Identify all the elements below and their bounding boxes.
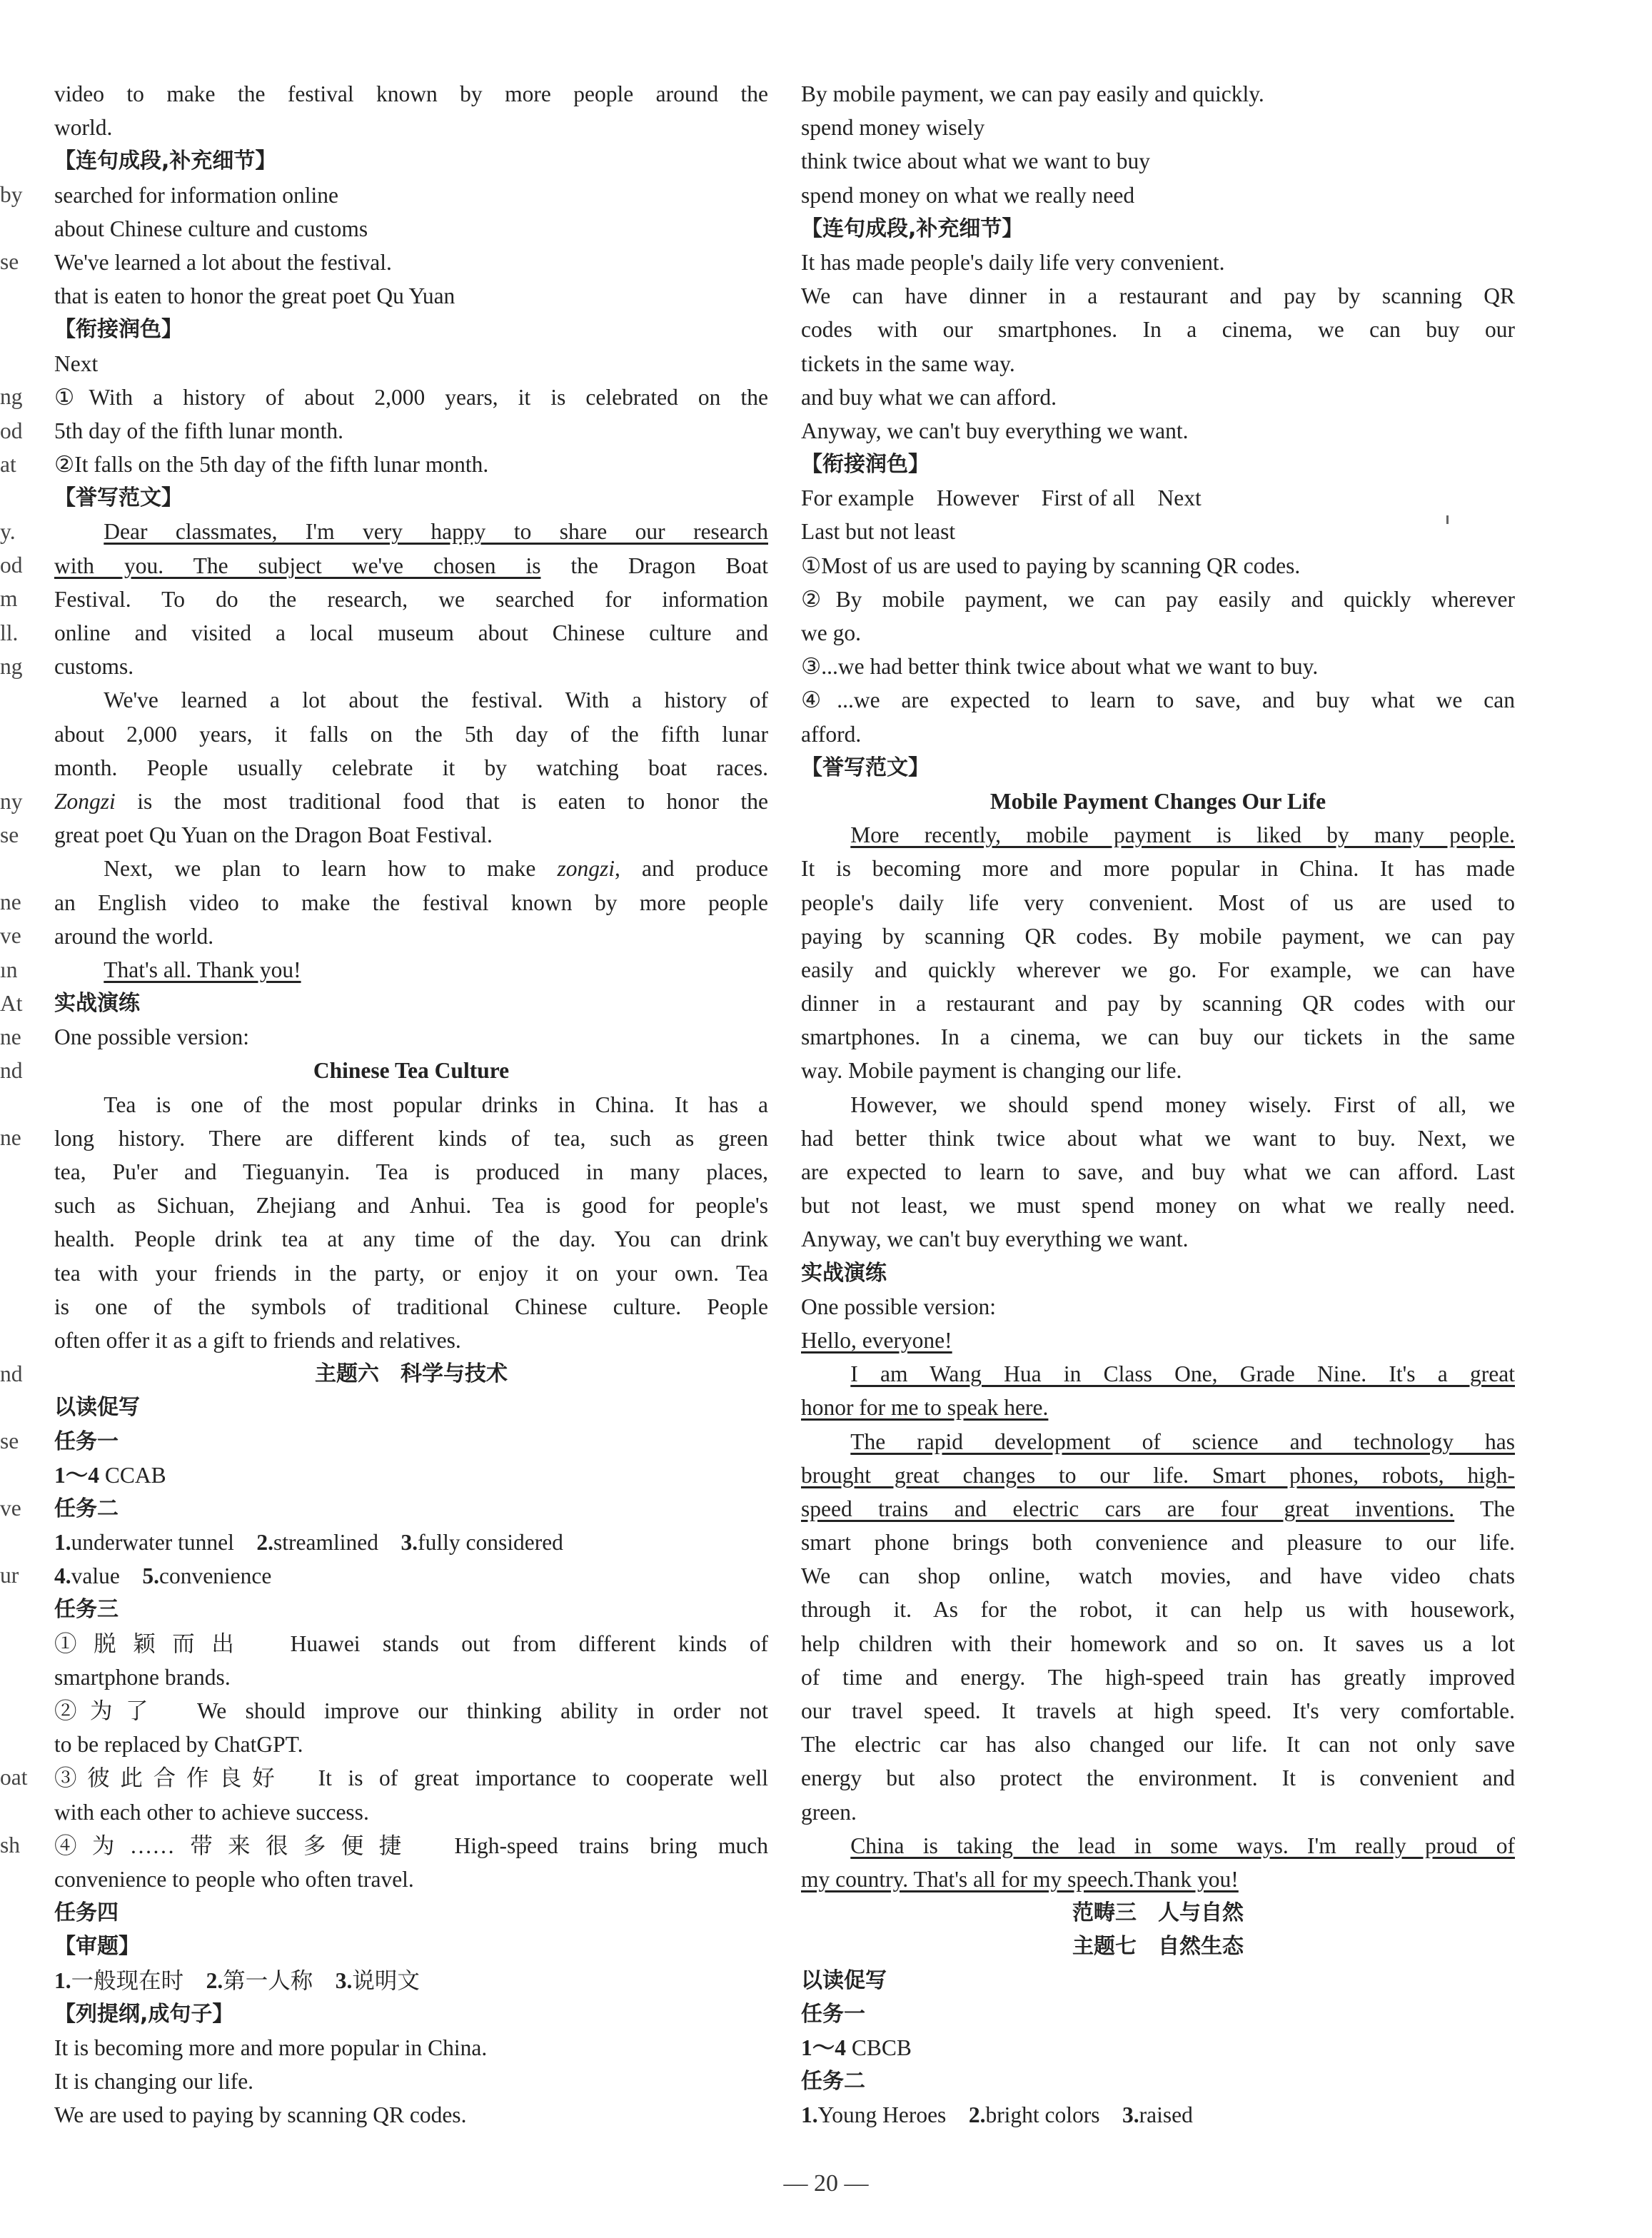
text-line bbox=[54, 852, 768, 885]
text-line: and buy what we can afford. bbox=[801, 384, 1057, 410]
underlined-phrase: brought great changes to our life. Smart phones, robots, high- bbox=[801, 1462, 1515, 1488]
item-number: 1～4 bbox=[801, 2035, 847, 2060]
left-column bbox=[54, 77, 768, 2132]
text-line bbox=[801, 1863, 1515, 1896]
text-line: We've learned a lot about the festival. bbox=[54, 249, 392, 275]
underlined-phrase: That's all. Thank you! bbox=[104, 957, 301, 982]
task-heading: 任务二 bbox=[54, 1496, 119, 1521]
italic-word: Zongzi bbox=[54, 788, 116, 814]
margin-fragment: ur bbox=[0, 1563, 19, 1588]
text-line: tea with your friends in the party, or enjoy it on your own. Tea bbox=[54, 1260, 768, 1286]
margin-fragment: ve bbox=[0, 923, 21, 949]
item-number: 1. bbox=[54, 1530, 71, 1556]
text-line: spend money wisely bbox=[801, 115, 985, 141]
margin-fragment: ng bbox=[0, 653, 23, 679]
text-line: energy but also protect the environment. It is convenient and bbox=[801, 1765, 1515, 1791]
margin-fragment: se bbox=[0, 1428, 19, 1453]
text-line bbox=[801, 1357, 1515, 1391]
text-line: However, we should spend money wisely. First of all, we bbox=[850, 1092, 1515, 1117]
text-span: Young Heroes bbox=[817, 2102, 969, 2128]
text-line: around the world. bbox=[54, 923, 214, 949]
text-line: By mobile payment, we can pay easily and quickly. bbox=[801, 81, 1264, 106]
section-heading: 以读促写 bbox=[801, 1967, 887, 1993]
item-number: 3. bbox=[401, 1530, 418, 1556]
page-number: — 20 — bbox=[783, 2170, 869, 2197]
text-line: ③彼此合作良好 It is of great importance to cooperate well bbox=[54, 1765, 768, 1791]
section-heading: 【誉写范文】 bbox=[801, 755, 930, 780]
text-line: ②为了 We should improve our thinking ability in order not bbox=[54, 1698, 768, 1723]
task-heading: 任务二 bbox=[801, 2069, 865, 2095]
item-number: 2. bbox=[206, 1967, 223, 1993]
section-heading: 【衔接润色】 bbox=[54, 317, 183, 343]
underlined-phrase: More recently, mobile payment is liked by many people. bbox=[850, 822, 1515, 848]
text-line bbox=[54, 953, 768, 987]
margin-fragment: ng bbox=[0, 384, 23, 410]
task-heading: 任务一 bbox=[801, 2001, 865, 2027]
margin-fragment: ne bbox=[0, 1125, 21, 1151]
text-line: For example However First of all Next bbox=[801, 485, 1202, 511]
text-line bbox=[801, 1324, 1515, 1357]
text-line: month. People usually celebrate it by watching boat races. bbox=[54, 755, 768, 780]
text-line: codes with our smartphones. In a cinema, we can buy our bbox=[801, 317, 1515, 343]
text-span: CBCB bbox=[846, 2035, 912, 2060]
text-line: smart phone brings both convenience and pleasure to our life. bbox=[801, 1530, 1515, 1556]
text-span: , and produce bbox=[615, 856, 768, 882]
section-heading: 【誉写范文】 bbox=[54, 485, 183, 511]
underlined-phrase: China is taking the lead in some ways. I'm really proud of bbox=[850, 1833, 1515, 1858]
answer-line bbox=[54, 1559, 768, 1593]
text-span: 说明文 bbox=[352, 1967, 420, 1993]
text-line: We've learned a lot about the festival. With a history of bbox=[104, 687, 768, 713]
task-heading: 任务三 bbox=[54, 1597, 119, 1623]
text-line: but not least, we must spend money on what we really need. bbox=[801, 1193, 1515, 1219]
underlined-phrase: Hello, everyone! bbox=[801, 1327, 952, 1353]
section-heading: 【连句成段,补充细节】 bbox=[801, 216, 1024, 241]
margin-fragment: ın bbox=[0, 957, 18, 982]
text-line: ①With a history of about 2,000 years, it is celebrated on the bbox=[54, 384, 768, 410]
margin-fragment: ll. bbox=[0, 620, 19, 645]
underlined-phrase: speed trains and electric cars are four great inventions. bbox=[801, 1496, 1455, 1521]
italic-word: zongzi bbox=[557, 856, 615, 882]
text-line: We can have dinner in a restaurant and pay by scanning QR bbox=[801, 283, 1515, 309]
item-number: 1～4 bbox=[54, 1462, 100, 1488]
margin-fragment: At bbox=[0, 990, 23, 1016]
text-line: ②It falls on the 5th day of the fifth lunar month. bbox=[54, 452, 489, 478]
underlined-phrase: with you. The subject we've chosen is bbox=[54, 553, 541, 578]
section-heading: 以读促写 bbox=[54, 1395, 140, 1421]
margin-fragment: y. bbox=[0, 518, 16, 544]
text-line: smartphone brands. bbox=[54, 1664, 231, 1690]
margin-fragment: nd bbox=[0, 1058, 23, 1084]
right-column bbox=[801, 77, 1515, 2132]
text-line: afford. bbox=[801, 721, 862, 747]
text-line: It is becoming more and more popular in China. bbox=[54, 2035, 488, 2060]
item-number: 4. bbox=[54, 1563, 71, 1589]
text-line: health. People drink tea at any time of the day. You can drink bbox=[54, 1226, 768, 1252]
item-number: 1. bbox=[801, 2102, 818, 2128]
margin-fragment: od bbox=[0, 418, 23, 443]
text-line: of time and energy. The high-speed train has greatly improved bbox=[801, 1664, 1515, 1690]
text-line: think twice about what we want to buy bbox=[801, 148, 1151, 174]
text-line: through it. As for the robot, it can help us with housework, bbox=[801, 1597, 1515, 1623]
text-line: It has made people's daily life very convenient. bbox=[801, 249, 1225, 275]
item-number: 2. bbox=[256, 1530, 274, 1556]
scan-speck bbox=[1446, 515, 1449, 524]
text-line bbox=[801, 1391, 1515, 1424]
text-span: bright colors bbox=[985, 2102, 1123, 2128]
section-heading: 【连句成段,补充细节】 bbox=[54, 148, 277, 174]
essay-title: Mobile Payment Changes Our Life bbox=[989, 788, 1326, 814]
text-line: Next bbox=[54, 351, 99, 376]
text-line: It is becoming more and more popular in China. It has made bbox=[801, 856, 1515, 882]
text-line: customs. bbox=[54, 654, 134, 680]
text-line: with each other to achieve success. bbox=[54, 1799, 369, 1825]
text-line: We can shop online, watch movies, and have video chats bbox=[801, 1563, 1515, 1589]
margin-fragment: nd bbox=[0, 1361, 23, 1386]
text-line: about Chinese culture and customs bbox=[54, 216, 368, 241]
text-span: convenience bbox=[158, 1563, 272, 1589]
text-line: We are used to paying by scanning QR codes. bbox=[54, 2102, 467, 2128]
task-heading: 任务一 bbox=[54, 1428, 119, 1454]
underlined-phrase: my country. That's all for my speech.Thank you! bbox=[801, 1866, 1239, 1892]
item-number: 3. bbox=[335, 1967, 353, 1993]
item-number: 3. bbox=[1122, 2102, 1139, 2128]
margin-fragment: se bbox=[0, 249, 19, 275]
text-line: great poet Qu Yuan on the Dragon Boat Festival. bbox=[54, 822, 493, 848]
section-heading: 【衔接润色】 bbox=[801, 452, 930, 478]
theme-heading: 主题七 自然生态 bbox=[1072, 1934, 1244, 1960]
answer-line bbox=[801, 2098, 1515, 2132]
text-span: is the most traditional food that is eaten to honor the bbox=[115, 788, 768, 814]
text-line: Tea is one of the most popular drinks in China. It has a bbox=[104, 1092, 768, 1117]
text-line: ④为……带来很多便捷 High-speed trains bring much bbox=[54, 1833, 768, 1858]
section-heading: 实战演练 bbox=[54, 991, 140, 1017]
text-line: an English video to make the festival known by more people bbox=[54, 889, 768, 915]
text-line: ③...we had better think twice about what we want to buy. bbox=[801, 654, 1319, 680]
text-line: way. Mobile payment is changing our life. bbox=[801, 1058, 1182, 1084]
margin-fragment: se bbox=[0, 822, 19, 848]
text-line: about 2,000 years, it falls on the 5th day of the fifth lunar bbox=[54, 721, 768, 747]
text-line: It is changing our life. bbox=[54, 2069, 254, 2095]
margin-fragment: at bbox=[0, 451, 16, 477]
essay-title: Chinese Tea Culture bbox=[313, 1058, 510, 1084]
text-line bbox=[801, 1829, 1515, 1863]
margin-fragment: ve bbox=[0, 1495, 21, 1521]
text-line: Anyway, we can't buy everything we want. bbox=[801, 418, 1189, 443]
text-line: The electric car has also changed our life. It can not only save bbox=[801, 1732, 1515, 1758]
text-line: tickets in the same way. bbox=[801, 351, 1015, 376]
text-line bbox=[801, 1425, 1515, 1458]
text-line bbox=[54, 515, 768, 548]
text-line: are expected to learn to save, and buy what we can afford. Last bbox=[801, 1159, 1515, 1184]
text-line: had better think twice about what we want to buy. Next, we bbox=[801, 1125, 1515, 1151]
underlined-phrase: Dear classmates, I'm very happy to share our research bbox=[104, 519, 768, 545]
text-line: people's daily life very convenient. Most of us are used to bbox=[801, 889, 1515, 915]
text-span: underwater tunnel bbox=[71, 1530, 257, 1556]
text-line: we go. bbox=[801, 620, 861, 645]
answer-line bbox=[801, 2031, 1515, 2065]
margin-fragment: od bbox=[0, 553, 23, 578]
text-span: the Dragon Boat bbox=[540, 553, 769, 578]
text-line bbox=[54, 549, 768, 583]
margin-fragment: oat bbox=[0, 1765, 28, 1790]
text-line: such as Sichuan, Zhejiang and Anhui. Tea is good for people's bbox=[54, 1193, 768, 1219]
item-number: 1. bbox=[54, 1967, 71, 1993]
theme-heading: 主题六 科学与技术 bbox=[315, 1361, 508, 1387]
text-line: ①脱颖而出 Huawei stands out from different kinds of bbox=[54, 1630, 768, 1656]
text-span: value bbox=[71, 1563, 143, 1589]
text-line: help children with their homework and so on. It saves us a lot bbox=[801, 1630, 1515, 1656]
text-line: is one of the symbols of traditional Chinese culture. People bbox=[54, 1294, 768, 1319]
text-span: fully considered bbox=[418, 1530, 563, 1556]
text-line: One possible version: bbox=[801, 1294, 996, 1319]
margin-fragment: sh bbox=[0, 1832, 21, 1858]
text-line: ②By mobile payment, we can pay easily and quickly wherever bbox=[801, 586, 1515, 612]
text-line: 5th day of the fifth lunar month. bbox=[54, 418, 344, 443]
task-heading: 任务四 bbox=[54, 1900, 119, 1926]
text-line: easily and quickly wherever we go. For example, we can have bbox=[801, 957, 1515, 982]
text-line: dinner in a restaurant and pay by scanning QR codes with our bbox=[801, 991, 1515, 1017]
text-line: ④...we are expected to learn to save, and buy what we can bbox=[801, 687, 1515, 713]
text-line: our travel speed. It travels at high speed. It's very comfortable. bbox=[801, 1698, 1515, 1723]
section-heading: 【审题】 bbox=[54, 1934, 140, 1960]
section-heading: 【列提纲,成句子】 bbox=[54, 2001, 234, 2027]
text-line: Anyway, we can't buy everything we want. bbox=[801, 1226, 1189, 1252]
margin-fragment: ne bbox=[0, 1024, 21, 1049]
margin-fragment: ny bbox=[0, 788, 23, 814]
text-line: smartphones. In a cinema, we can buy our tickets in the same bbox=[801, 1024, 1515, 1050]
underlined-phrase: The rapid development of science and technology has bbox=[850, 1428, 1515, 1454]
text-line: green. bbox=[801, 1799, 857, 1825]
text-span: CCAB bbox=[99, 1462, 166, 1488]
text-line: One possible version: bbox=[54, 1024, 249, 1050]
answer-line bbox=[54, 1526, 768, 1559]
text-line: Festival. To do the research, we searched for information bbox=[54, 586, 768, 612]
text-line: online and visited a local museum about Chinese culture and bbox=[54, 620, 768, 645]
text-span: The bbox=[1454, 1496, 1515, 1521]
item-number: 5. bbox=[142, 1563, 159, 1589]
margin-fragment: by bbox=[0, 182, 23, 207]
text-line: to be replaced by ChatGPT. bbox=[54, 1732, 303, 1758]
text-line bbox=[801, 1492, 1515, 1526]
text-line: spend money on what we really need bbox=[801, 182, 1135, 208]
text-line: world. bbox=[54, 115, 113, 141]
text-line: long history. There are different kinds of tea, such as green bbox=[54, 1125, 768, 1151]
text-span: raised bbox=[1139, 2102, 1193, 2128]
text-span: 一般现在时 bbox=[71, 1967, 206, 1993]
answer-line bbox=[54, 1458, 768, 1492]
underlined-phrase: I am Wang Hua in Class One, Grade Nine. It's a great bbox=[850, 1361, 1515, 1387]
text-line: Last but not least bbox=[801, 519, 956, 545]
text-line bbox=[801, 818, 1515, 852]
answer-line bbox=[54, 1964, 768, 1997]
margin-fragment: m bbox=[0, 586, 18, 612]
text-span: 第一人称 bbox=[223, 1967, 336, 1993]
text-line: searched for information online bbox=[54, 182, 338, 208]
section-heading: 实战演练 bbox=[801, 1260, 887, 1286]
left-margin-cutoff-text bbox=[0, 77, 28, 1862]
text-line: video to make the festival known by more people around the bbox=[54, 81, 768, 106]
text-line bbox=[801, 1458, 1515, 1492]
margin-fragment: ne bbox=[0, 889, 21, 915]
text-line: convenience to people who often travel. bbox=[54, 1866, 414, 1892]
text-line: tea, Pu'er and Tieguanyin. Tea is produced in many places, bbox=[54, 1159, 768, 1184]
item-number: 2. bbox=[968, 2102, 986, 2128]
text-span: streamlined bbox=[273, 1530, 401, 1556]
category-heading: 范畴三 人与自然 bbox=[1072, 1900, 1244, 1926]
text-line: that is eaten to honor the great poet Qu Yuan bbox=[54, 283, 455, 309]
underlined-phrase: honor for me to speak here. bbox=[801, 1395, 1049, 1421]
text-line: often offer it as a gift to friends and relatives. bbox=[54, 1327, 461, 1353]
text-line: paying by scanning QR codes. By mobile payment, we can pay bbox=[801, 923, 1515, 949]
text-line bbox=[54, 785, 768, 818]
text-span: Next, we plan to learn how to make bbox=[104, 856, 558, 882]
text-line: ①Most of us are used to paying by scanning QR codes. bbox=[801, 553, 1301, 578]
